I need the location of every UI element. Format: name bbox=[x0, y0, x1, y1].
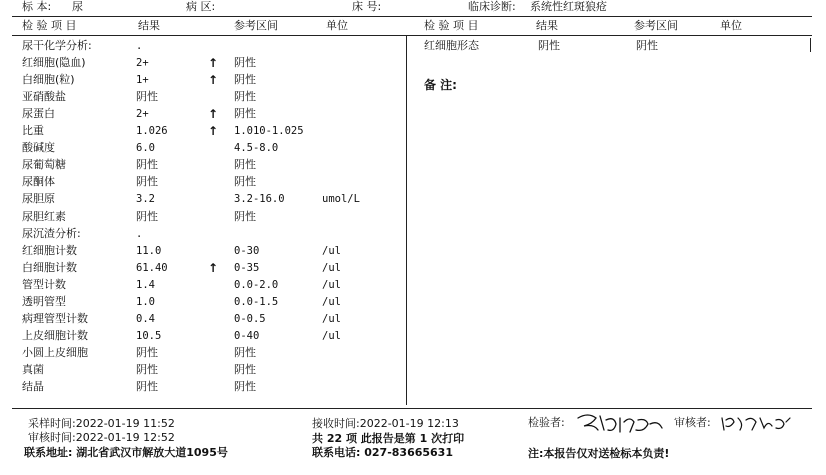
result-cell: 1.026 bbox=[136, 125, 168, 138]
item-cell: 尿蛋白 bbox=[22, 107, 55, 121]
reference-cell: 0-30 bbox=[234, 244, 260, 257]
table-row bbox=[0, 209, 826, 226]
result-cell: 0.4 bbox=[136, 312, 155, 325]
reference-cell: 0-40 bbox=[234, 329, 260, 342]
reference-cell: 阴性 bbox=[234, 345, 256, 359]
collect-time: 采样时间:2022-01-19 11:52 bbox=[28, 417, 175, 430]
contact-phone: 联系电话: 027-83665631 bbox=[312, 446, 453, 459]
reference-cell: 阴性 bbox=[234, 209, 256, 223]
table-row bbox=[0, 55, 826, 72]
print-info: 共 22 项 此报告是第 1 次打印 bbox=[312, 432, 465, 445]
col-header-item-right: 检 验 项 目 bbox=[424, 19, 479, 32]
tester-label: 检验者: bbox=[528, 416, 565, 429]
tester-signature bbox=[574, 410, 666, 438]
flag-arrow: ↑ bbox=[208, 56, 219, 71]
diagnosis-value: 系统性红斑狼疮 bbox=[530, 0, 607, 13]
result-cell: 阴性 bbox=[136, 158, 158, 172]
result-cell: 阴性 bbox=[538, 39, 560, 52]
reference-cell: 阴性 bbox=[234, 380, 256, 393]
receive-time: 接收时间:2022-01-19 12:13 bbox=[312, 417, 459, 430]
specimen-value: 尿 bbox=[72, 0, 83, 13]
table-row bbox=[0, 72, 826, 89]
header-bottom-rule bbox=[12, 35, 812, 36]
result-cell: 6.0 bbox=[136, 142, 155, 155]
unit-cell: /ul bbox=[322, 244, 341, 257]
item-cell: 小圆上皮细胞 bbox=[22, 345, 88, 359]
reference-cell: 0.0-1.5 bbox=[234, 295, 279, 308]
item-cell: 真菌 bbox=[22, 362, 44, 376]
unit-cell: /ul bbox=[322, 295, 341, 308]
item-cell: 尿胆红素 bbox=[22, 209, 66, 223]
table-row bbox=[0, 106, 826, 123]
item-cell: 透明管型 bbox=[22, 294, 66, 308]
header-top-rule bbox=[12, 16, 812, 17]
table-row bbox=[0, 345, 826, 362]
result-cell: 阴性 bbox=[136, 175, 158, 189]
item-cell: 管型计数 bbox=[22, 277, 66, 291]
flag-arrow: ↑ bbox=[208, 73, 219, 88]
table-row bbox=[0, 226, 826, 243]
item-cell: 病理管型计数 bbox=[22, 311, 88, 325]
table-row bbox=[0, 328, 826, 345]
flag-arrow: ↑ bbox=[208, 107, 219, 122]
result-cell: 阴性 bbox=[136, 209, 158, 223]
flag-arrow: ↑ bbox=[208, 260, 219, 275]
reference-cell: 阴性 bbox=[234, 56, 256, 70]
item-cell: 亚硝酸盐 bbox=[22, 90, 66, 104]
item-cell: 白细胞(粒) bbox=[22, 73, 75, 87]
item-cell: 上皮细胞计数 bbox=[22, 328, 88, 342]
result-cell: . bbox=[136, 227, 143, 240]
reference-cell: 阴性 bbox=[234, 73, 256, 87]
unit-cell: /ul bbox=[322, 329, 341, 342]
item-cell: 结晶 bbox=[22, 380, 44, 393]
item-cell: 尿胆原 bbox=[22, 192, 55, 206]
reference-cell: 阴性 bbox=[234, 107, 256, 121]
table-row bbox=[0, 174, 826, 191]
result-cell: 1.0 bbox=[136, 295, 155, 308]
result-cell: 1.4 bbox=[136, 278, 155, 291]
result-cell: 2+ bbox=[136, 57, 149, 70]
result-cell: 11.0 bbox=[136, 244, 162, 257]
result-cell: 10.5 bbox=[136, 329, 162, 342]
footer-rule bbox=[12, 408, 812, 409]
item-cell: 尿沉渣分析: bbox=[22, 226, 81, 240]
result-cell: 阴性 bbox=[136, 90, 158, 104]
item-cell: 白细胞计数 bbox=[22, 260, 77, 274]
table-row bbox=[0, 294, 826, 311]
specimen-label: 标 本: bbox=[22, 0, 52, 13]
table-row bbox=[0, 260, 826, 277]
item-cell: 比重 bbox=[22, 124, 44, 138]
result-cell: 2+ bbox=[136, 108, 149, 121]
col-header-unit-left: 单位 bbox=[326, 19, 348, 32]
reviewer-label: 审核者: bbox=[674, 416, 711, 429]
bed-label: 床 号: bbox=[352, 0, 382, 13]
col-header-unit-right: 单位 bbox=[720, 19, 742, 32]
unit-cell: /ul bbox=[322, 312, 341, 325]
flag-arrow: ↑ bbox=[208, 124, 219, 139]
table-row bbox=[0, 379, 826, 396]
item-cell: 酸碱度 bbox=[22, 141, 55, 155]
item-cell: 尿葡萄糖 bbox=[22, 158, 66, 172]
reference-cell: 阴性 bbox=[234, 158, 256, 172]
reference-cell: 阴性 bbox=[234, 175, 256, 189]
result-cell: 阴性 bbox=[136, 362, 158, 376]
table-row bbox=[0, 157, 826, 174]
diagnosis-label: 临床诊断: bbox=[468, 0, 516, 13]
table-row bbox=[0, 311, 826, 328]
unit-cell: /ul bbox=[322, 278, 341, 291]
unit-cell: umol/L bbox=[322, 193, 360, 206]
reference-cell: 阴性 bbox=[234, 90, 256, 104]
review-time: 审核时间:2022-01-19 12:52 bbox=[28, 431, 175, 444]
result-cell: 1+ bbox=[136, 74, 149, 87]
item-cell: 红细胞(隐血) bbox=[22, 56, 86, 70]
remarks-label: 备 注: bbox=[424, 78, 457, 92]
reference-cell: 0.0-2.0 bbox=[234, 278, 279, 291]
reviewer-signature bbox=[718, 412, 794, 434]
col-header-reference-right: 参考区间 bbox=[634, 19, 678, 32]
col-header-result-right: 结果 bbox=[536, 19, 558, 32]
item-cell: 尿干化学分析: bbox=[22, 39, 92, 52]
ward-label: 病 区: bbox=[186, 0, 216, 13]
unit-cell: /ul bbox=[322, 261, 341, 274]
reference-cell: 阴性 bbox=[636, 39, 658, 52]
contact-address: 联系地址: 湖北省武汉市解放大道1095号 bbox=[24, 446, 228, 459]
reference-cell: 0-0.5 bbox=[234, 312, 266, 325]
result-cell: 3.2 bbox=[136, 193, 155, 206]
reference-cell: 3.2-16.0 bbox=[234, 193, 285, 206]
col-header-result-left: 结果 bbox=[138, 19, 160, 32]
result-cell: . bbox=[136, 40, 143, 52]
table-row bbox=[0, 89, 826, 106]
table-row bbox=[0, 277, 826, 294]
table-row bbox=[0, 38, 826, 55]
table-row bbox=[0, 362, 826, 379]
table-row bbox=[0, 243, 826, 260]
table-row bbox=[0, 140, 826, 157]
reference-cell: 1.010-1.025 bbox=[234, 125, 304, 138]
reference-cell: 4.5-8.0 bbox=[234, 142, 279, 155]
table-row bbox=[0, 191, 826, 208]
table-row bbox=[0, 123, 826, 140]
col-header-item-left: 检 验 项 目 bbox=[22, 19, 77, 32]
disclaimer-note: 注:本报告仅对送检标本负责! bbox=[528, 447, 670, 460]
item-cell: 红细胞计数 bbox=[22, 243, 77, 257]
result-cell: 阴性 bbox=[136, 345, 158, 359]
item-cell: 红细胞形态 bbox=[424, 39, 479, 52]
item-cell: 尿酮体 bbox=[22, 175, 55, 189]
result-cell: 61.40 bbox=[136, 261, 168, 274]
col-header-reference-left: 参考区间 bbox=[234, 19, 278, 32]
result-cell: 阴性 bbox=[136, 380, 158, 393]
reference-cell: 0-35 bbox=[234, 261, 260, 274]
reference-cell: 阴性 bbox=[234, 362, 256, 376]
